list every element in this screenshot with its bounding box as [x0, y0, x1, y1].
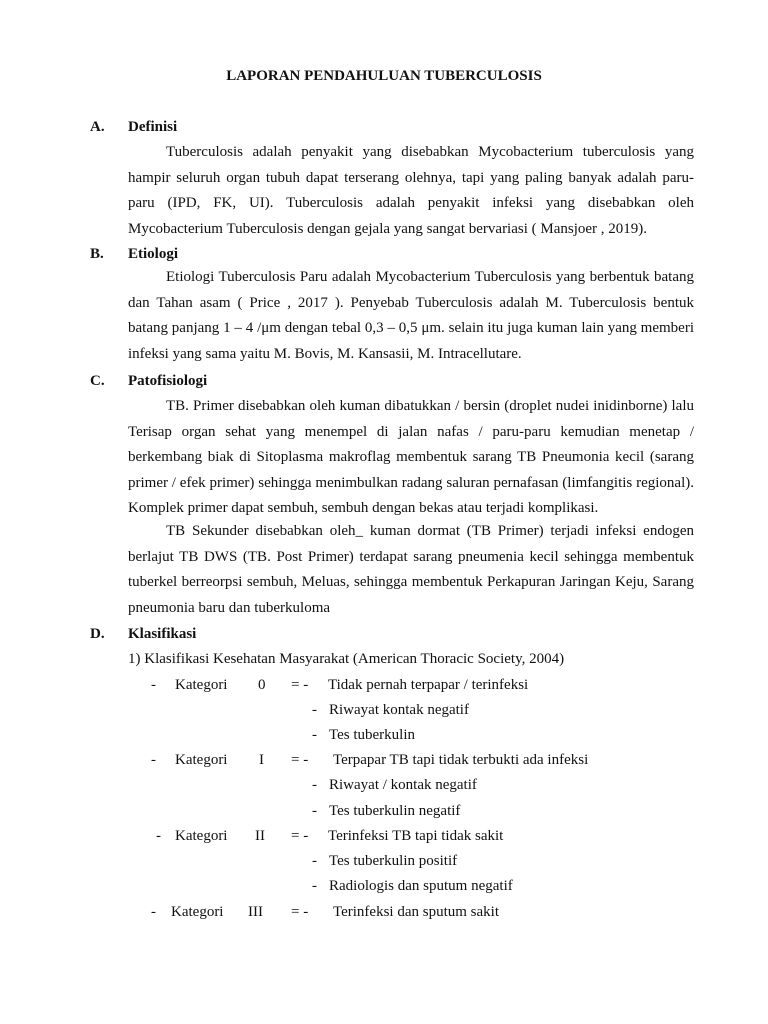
sub-item: Tes tuberkulin [329, 727, 416, 743]
section-a-letter: A. [90, 119, 105, 135]
sub-item-dash: - [312, 702, 317, 718]
sub-item: Tes tuberkulin positif [329, 853, 458, 869]
category-dash: - [151, 752, 156, 768]
section-c-paragraph-1: TB. Primer disebabkan oleh kuman dibatukkan / bersin (droplet nudei inidinborne) lalu Terisap organ sehat yang menempel di jalan nafas / paru-paru kemudian menetap / berkembang biak di Sitoplasma makroflag membentuk sarang TB Pneumonia kecil (sarang primer / efek primer) sehingga menimbulkan radang saluran pernafasan (limfangitis regional). Komplek primer dapat sembuh, sembuh dengan bekas atau terjadi komplikasi. [128, 398, 694, 516]
category-description: Terinfeksi TB tapi tidak sakit [328, 828, 504, 844]
sub-item-dash: - [312, 878, 317, 894]
category-description: Tidak pernah terpapar / terinfeksi [328, 677, 529, 693]
section-a-paragraph: Tuberculosis adalah penyakit yang disebabkan Mycobacterium tuberculosis yang hampir seluruh organ tubuh dapat terserang olehnya, tapi yang paling banyak adalah paru-paru (IPD, FK, UI). Tuberculosis adalah penyakit infeksi yang disebabkan oleh Mycobacterium Tuberculosis dengan gejala yang sangat bervariasi ( Mansjoer , 2019). [128, 144, 694, 237]
section-a-heading: Definisi [128, 119, 178, 135]
category-equals: = - [291, 677, 309, 693]
category-number: 0 [258, 677, 266, 693]
section-b-paragraph: Etiologi Tuberculosis Paru adalah Mycobacterium Tuberculosis yang berbentuk batang dan Tahan asam ( Price , 2017 ). Penyebab Tuberculosis adalah M. Tuberculosis bentuk batang panjang 1 – 4 /μm dengan tebal 0,3 – 0,5 μm. selain itu juga kuman lain yang memberi infeksi yang sama yaitu M. Bovis, M. Kansasii, M. Intracellutare. [128, 269, 694, 362]
sub-item: Tes tuberkulin negatif [329, 803, 461, 819]
category-label: Kategori [175, 677, 228, 693]
category-equals: = - [291, 904, 309, 920]
category-dash: - [151, 677, 156, 693]
sub-item-dash: - [312, 853, 317, 869]
sub-item-dash: - [312, 777, 317, 793]
sub-item-dash: - [312, 727, 317, 743]
sub-item: Riwayat kontak negatif [329, 702, 469, 718]
sub-item: Riwayat / kontak negatif [329, 777, 477, 793]
category-number: III [248, 904, 263, 920]
category-label: Kategori [175, 752, 228, 768]
section-c-paragraph-2: TB Sekunder disebabkan oleh_ kuman dormat (TB Primer) terjadi infeksi endogen berlajut TB DWS (TB. Post Primer) terdapat sarang pneumenia kecil sehingga membentuk tuberkel berreorpsi sembuh, Meluas, sehingga membentuk Perkapuran Jaringan Keju, Sarang pneumonia baru dan tuberkuloma [128, 523, 694, 616]
section-c-heading: Patofisiologi [128, 373, 208, 389]
category-description: Terinfeksi dan sputum sakit [333, 904, 500, 920]
category-equals: = - [291, 752, 309, 768]
section-b-heading: Etiologi [128, 246, 179, 262]
category-number: I [259, 752, 264, 768]
section-d-heading: Klasifikasi [128, 626, 197, 642]
category-label: Kategori [171, 904, 224, 920]
category-dash: - [156, 828, 161, 844]
category-description: Terpapar TB tapi tidak terbukti ada infeksi [333, 752, 589, 768]
category-dash: - [151, 904, 156, 920]
category-equals: = - [291, 828, 309, 844]
category-label: Kategori [175, 828, 228, 844]
sub-item: Radiologis dan sputum negatif [329, 878, 513, 894]
section-c-letter: C. [90, 373, 105, 389]
classification-item-1: 1) Klasifikasi Kesehatan Masyarakat (American Thoracic Society, 2004) [128, 651, 565, 667]
section-d-letter: D. [90, 626, 105, 642]
category-number: II [255, 828, 265, 844]
document-title: LAPORAN PENDAHULUAN TUBERCULOSIS [226, 68, 542, 84]
section-b-letter: B. [90, 246, 104, 262]
sub-item-dash: - [312, 803, 317, 819]
